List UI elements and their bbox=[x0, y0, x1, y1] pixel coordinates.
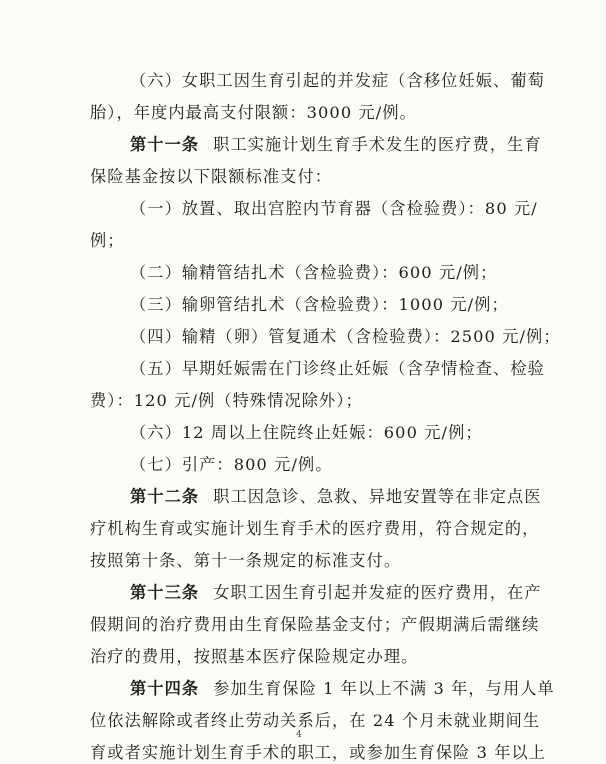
text-line: 育或者实施计划生育手术的职工，或参加生育保险 3 年以上 bbox=[90, 743, 547, 762]
text-line: 保险基金按以下限额标准支付： bbox=[90, 167, 333, 186]
text-line: 第十二条 职工因急诊、急救、异地安置等在非定点医 bbox=[130, 487, 542, 506]
article-heading: 第十一条 bbox=[130, 135, 200, 154]
text-line: 按照第十条、第十一条规定的标准支付。 bbox=[90, 551, 402, 570]
text-line: （三）输卵管结扎术（含检验费）：1000 元/例； bbox=[130, 295, 509, 314]
text-line: 费）：120 元/例（特殊情况除外）； bbox=[90, 391, 363, 410]
article-heading: 第十四条 bbox=[130, 679, 200, 698]
text-line: （六）女职工因生育引起的并发症（含移位妊娠、葡萄 bbox=[130, 71, 545, 90]
text-line: 疗机构生育或实施计划生育手术的医疗费用，符合规定的， bbox=[90, 519, 540, 538]
text-line: （七）引产：800 元/例。 bbox=[130, 455, 333, 474]
text-line: （四）输精（卵）管复通术（含检验费）：2500 元/例； bbox=[130, 327, 561, 346]
text-line: 胎），年度内最高支付限额：3000 元/例。 bbox=[90, 103, 417, 122]
text-line: 治疗的费用，按照基本医疗保险规定办理。 bbox=[90, 647, 419, 666]
text-line: 例； bbox=[90, 231, 125, 250]
article-heading: 第十二条 bbox=[130, 487, 200, 506]
text-line: 第十四条 参加生育保险 1 年以上不满 3 年，与用人单 bbox=[130, 679, 555, 698]
text-line: （六）12 周以上住院终止妊娠：600 元/例； bbox=[130, 423, 483, 442]
text-line: 位依法解除或者终止劳动关系后，在 24 个月未就业期间生 bbox=[90, 711, 541, 730]
text-line: （五）早期妊娠需在门诊终止妊娠（含孕情检查、检验 bbox=[130, 359, 545, 378]
text-line: 第十三条 女职工因生育引起并发症的医疗费用，在产 bbox=[130, 583, 542, 602]
article-heading: 第十三条 bbox=[130, 583, 200, 602]
text-line: 第十一条 职工实施计划生育手术发生的医疗费，生育 bbox=[130, 135, 542, 154]
page-number: 4 bbox=[296, 730, 302, 740]
text-line: （二）输精管结扎术（含检验费）：600 元/例； bbox=[130, 263, 498, 282]
text-line: 假期间的治疗费用由生育保险基金支付；产假期满后需继续 bbox=[90, 615, 540, 634]
text-line: （一）放置、取出宫腔内节育器（含检验费）：80 元/ bbox=[130, 199, 538, 218]
